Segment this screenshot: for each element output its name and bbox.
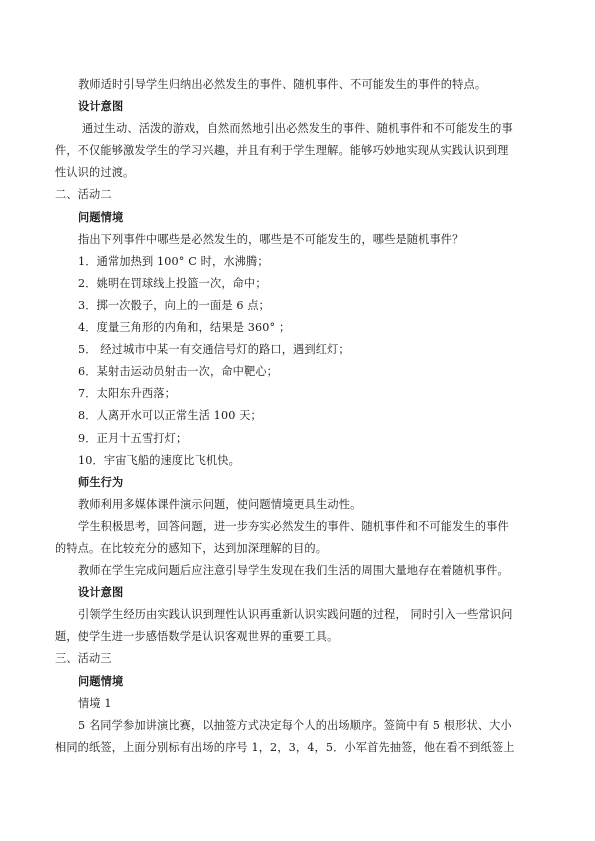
- subheading-context-1: 情境 1: [78, 696, 112, 710]
- section-heading-teacher-student-behavior: 师生行为: [78, 475, 124, 489]
- list-item: 6．某射击运动员射击一次，命中靶心；: [78, 365, 279, 379]
- list-item: 4．度量三角形的内角和，结果是 360° ；: [78, 321, 291, 335]
- document-body: [55, 74, 543, 759]
- list-item: 7．太阳东升西落；: [78, 387, 176, 401]
- list-item: 8．人离开水可以正常生活 100 天；: [78, 409, 262, 423]
- list-item: 2．姚明在罚球线上投篮一次，命中；: [78, 276, 267, 290]
- paragraph-line: 教师适时引导学生归纳出必然发生的事件、随机事件、不可能发生的事件的特点。: [78, 78, 487, 91]
- paragraph-line: 通过生动、活泼的游戏，自然而然地引出必然发生的事件、随机事件和不可能发生的事: [82, 122, 513, 136]
- section-heading-design-intent: 设计意图: [78, 586, 124, 600]
- paragraph-line: 学生积极思考，回答问题，进一步夯实必然发生的事件、随机事件和不可能发生的事件: [78, 519, 509, 533]
- section-title-activity-3: 三、活动三: [55, 652, 112, 666]
- section-heading-design-intent: 设计意图: [78, 100, 124, 114]
- paragraph-line: 5 名同学参加讲演比赛，以抽签方式决定每个人的出场顺序。签筒中有 5 根形状、大小: [78, 718, 512, 732]
- list-item: 9．正月十五雪打灯；: [78, 431, 188, 445]
- paragraph-line: 题，使学生进一步感悟数学是认识客观世界的重要工具。: [55, 630, 339, 644]
- paragraph-line: 引领学生经历由实践认识到理性认识再重新认识实践问题的过程， 同时引入一些常识问: [78, 608, 513, 622]
- list-item: 3．掷一次骰子，向上的一面是 6 点；: [78, 298, 271, 312]
- paragraph-line: 指出下列事件中哪些是必然发生的，哪些是不可能发生的，哪些是随机事件？: [78, 232, 464, 246]
- section-heading-problem-context: 问题情境: [78, 674, 124, 688]
- paragraph-line: 件，不仅能够激发学生的学习兴趣，并且有利于学生理解。能够巧妙地实现从实践认识到理: [55, 144, 509, 158]
- paragraph-line: 教师在学生完成问题后应注意引导学生发现在我们生活的周围大量地存在着随机事件。: [78, 564, 509, 578]
- list-item: 10．宇宙飞船的速度比飞机快。: [78, 453, 240, 467]
- paragraph-line: 的特点。在比较充分的感知下，达到加深理解的目的。: [55, 541, 328, 555]
- paragraph-line: 相同的纸签，上面分别标有出场的序号 1，2，3，4，5．小军首先抽签，他在看不到纸签上: [55, 740, 515, 754]
- section-title-activity-2: 二、活动二: [55, 188, 112, 202]
- section-heading-problem-context: 问题情境: [78, 210, 124, 224]
- paragraph-line: 教师利用多媒体课件演示问题，使问题情境更具生动性。: [78, 497, 362, 511]
- list-item: 1．通常加热到 100° C 时，水沸腾；: [78, 254, 269, 268]
- list-item: 5． 经过城市中某一有交通信号灯的路口，遇到红灯；: [78, 343, 350, 357]
- paragraph-line: 性认识的过渡。: [55, 166, 135, 180]
